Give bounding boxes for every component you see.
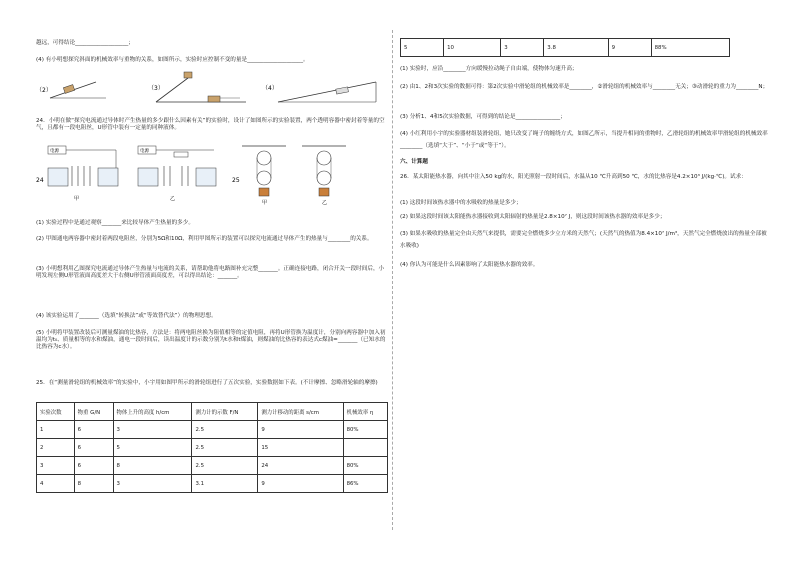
table-cell: 3.1 — [192, 475, 258, 493]
table-header-row — [37, 403, 388, 421]
circuit-yi — [138, 146, 216, 202]
fig-label-3: （3） — [148, 85, 164, 92]
question-24-intro: 24．小明在做“探究电流通过导体时产生热量的多少跟什么因素有关”的实验时，设计了如图所示的实验装置，两个透明容器中密封着等量的空气，且都有一段电阻丝，U形管中装有一定量的同种液体。 — [36, 118, 385, 131]
question-24-2: (2) 甲图通电两容器中密封着两段电阻丝，分别为5Ω和10Ω，利用甲图所示的装置可以探究电流通过导体产生的热量与________的关系。 — [36, 236, 373, 242]
table-cell: 8 — [113, 457, 192, 475]
table-cell: 88% — [651, 39, 729, 57]
question-25-2: (2) 由1、2和3次实验的数据可得：第2次实验中滑轮组的机械效率是________，②滑轮组的机械效率与________无关；③动滑轮的重力为________N； — [400, 84, 769, 90]
table-header-cell: 机械效率 η — [343, 403, 387, 421]
question-24-3: (3) 小明想利用乙图探究电流通过导体产生热量与电流的关系，请帮助他将电路图补充完整_______。正确连接电路，闭合开关一段时间后，小明发现左侧U形管液面高度差大于右侧U形管液面高度差，可以得出结论：_______。 — [36, 266, 385, 279]
table-cell: 9 — [258, 421, 343, 439]
table-cell: 86% — [343, 475, 387, 493]
table-cell: 2.5 — [192, 421, 258, 439]
data-table-continued — [400, 38, 730, 57]
table-cell: 10 — [444, 39, 501, 57]
fig24-label: 24 — [36, 177, 44, 184]
table-row — [37, 421, 388, 439]
section-6-heading: 六、计算题 — [400, 159, 428, 165]
table-cell: 3 — [37, 457, 75, 475]
answer-line-conclusion: 越远，可得结论___________________； — [36, 40, 134, 46]
table-cell: 3 — [113, 421, 192, 439]
table-cell: 6 — [74, 421, 113, 439]
power-label-jia: 电源 — [50, 149, 59, 154]
table-header-cell: 物体上升的高度 h/cm — [113, 403, 192, 421]
table-cell: 3 — [113, 475, 192, 493]
table-cell: 9 — [608, 39, 651, 57]
table-header-cell: 测力计移动的距离 s/cm — [258, 403, 343, 421]
question-24-5: (5) 小明将甲装置改装后可测量煤油的比热容，方法是：将两电阻丝换为阻值相等的定值电阻，再将U形管换为温度计，分别向两容器中加入初温均为t₀、质量相等的水和煤油，通电一段时间后，读出温度计的示数分别为t水和t煤油，则煤油的比热容的表达式c煤油=_______（已知水的比热容为c水）。 — [36, 330, 386, 350]
fig-label-2: （2） — [36, 87, 52, 94]
question-25-intro: 25．在“测量滑轮组的机械效率”的实验中，小宇用如图甲所示的滑轮组进行了五次实验，实验数据如下表。(不计摩擦、忽略滑轮轴的摩擦) — [36, 380, 378, 386]
question-25-1: (1) 实验时，应沿________方向缓慢拉动绳子自由端，使物体匀速升高； — [400, 66, 578, 72]
table-cell: 6 — [74, 457, 113, 475]
fig24-jia-label: 甲 — [74, 196, 80, 202]
fig25-yi-label: 乙 — [322, 200, 328, 206]
table-cell: 4 — [37, 475, 75, 493]
question-26-3: (3) 如果水吸收的热量完全由天然气来提供，需要完全燃烧多少立方米的天然气；(天然气的热值为8.4×10⁷ J/m³，天然气完全燃烧放出的热量全部被水吸收) — [400, 231, 767, 249]
table-cell: 2.5 — [192, 439, 258, 457]
table-cell: 80% — [343, 421, 387, 439]
circuit-and-pulley-figures — [36, 142, 388, 206]
question-25-4: (4) 小红利用小宇的实验器材组装滑轮组，她只改变了绳子的缠绕方式，如图乙所示，当提升相同的重物时，乙滑轮组的机械效率甲滑轮组的机械效率________（选填“大于”、“小于”或“等于”）。 — [400, 131, 768, 149]
table-header-cell: 实验次数 — [37, 403, 75, 421]
table-cell: 24 — [258, 457, 343, 475]
table-header-cell: 测力计的示数 F/N — [192, 403, 258, 421]
fig24-yi-label: 乙 — [170, 196, 176, 202]
table-cell: 2.5 — [192, 457, 258, 475]
fig-label-4: （4） — [262, 85, 278, 92]
figure-24-25 — [36, 142, 388, 206]
slope-figures — [36, 68, 388, 106]
table-cell: 2 — [37, 439, 75, 457]
pulley-yi — [302, 146, 346, 206]
pulley-jia — [242, 146, 286, 206]
question-26-intro: 26．某太阳能热水器，向其中注入50 kg的水，阳光照射一段时间后，水温从10 ℃升高到50 ℃，水的比热容是4.2×10³ J/(kg·℃)。试求： — [400, 174, 747, 180]
table-cell: 6 — [74, 439, 113, 457]
table-row — [37, 475, 388, 493]
left-column — [36, 0, 388, 562]
fig2-slope — [50, 82, 106, 98]
table-cell: 9 — [258, 475, 343, 493]
table-cell: 8 — [74, 475, 113, 493]
power-label-yi: 电源 — [140, 149, 149, 154]
table-cell: 5 — [401, 39, 444, 57]
fig3-incline-block — [156, 72, 246, 102]
table-cell: 80% — [343, 457, 387, 475]
table-cell: 15 — [258, 439, 343, 457]
question-24-4: (4) 该实验运用了_______（选填“转换法”或“等效替代法”）的物理思想。 — [36, 313, 217, 319]
question-26-2: (2) 如果这段时间该太阳能热水器接收到太阳辐射的热量是2.8×10⁷ J，则这段时间该热水器的效率是多少； — [400, 214, 666, 220]
question-26-4: (4) 你认为可能是什么因素影响了太阳能热水器的效率。 — [400, 262, 539, 268]
figure-row-slopes — [36, 68, 388, 106]
table-cell: 5 — [113, 439, 192, 457]
table-cell: 3.8 — [544, 39, 608, 57]
column-divider — [392, 30, 393, 530]
right-column — [400, 0, 770, 562]
fig4-ramp — [278, 82, 376, 102]
fig25-jia-label: 甲 — [262, 200, 268, 206]
table-row — [401, 39, 730, 57]
question-4-intro: (4) 有小明想探究斜面的机械效率与重物的关系，如图所示，实验时应控制不变的量是____________________。 — [36, 57, 309, 63]
table-header-cell: 物重 G/N — [74, 403, 113, 421]
question-26-1: (1) 这段时间该热水器中的水吸收的热量是多少； — [400, 200, 522, 206]
table-cell — [343, 439, 387, 457]
question-25-3: (3) 分析1、4和5次实验数据，可得到的结论是________________； — [400, 114, 566, 120]
fig25-label: 25 — [232, 177, 240, 184]
question-24-1: (1) 实验过程中是通过观察_______来比较导体产生热量的多少。 — [36, 220, 194, 226]
circuit-jia — [48, 146, 118, 202]
table-row — [37, 457, 388, 475]
table-cell: 1 — [37, 421, 75, 439]
table-cell: 3 — [501, 39, 544, 57]
data-table — [36, 402, 388, 493]
table-row — [37, 439, 388, 457]
